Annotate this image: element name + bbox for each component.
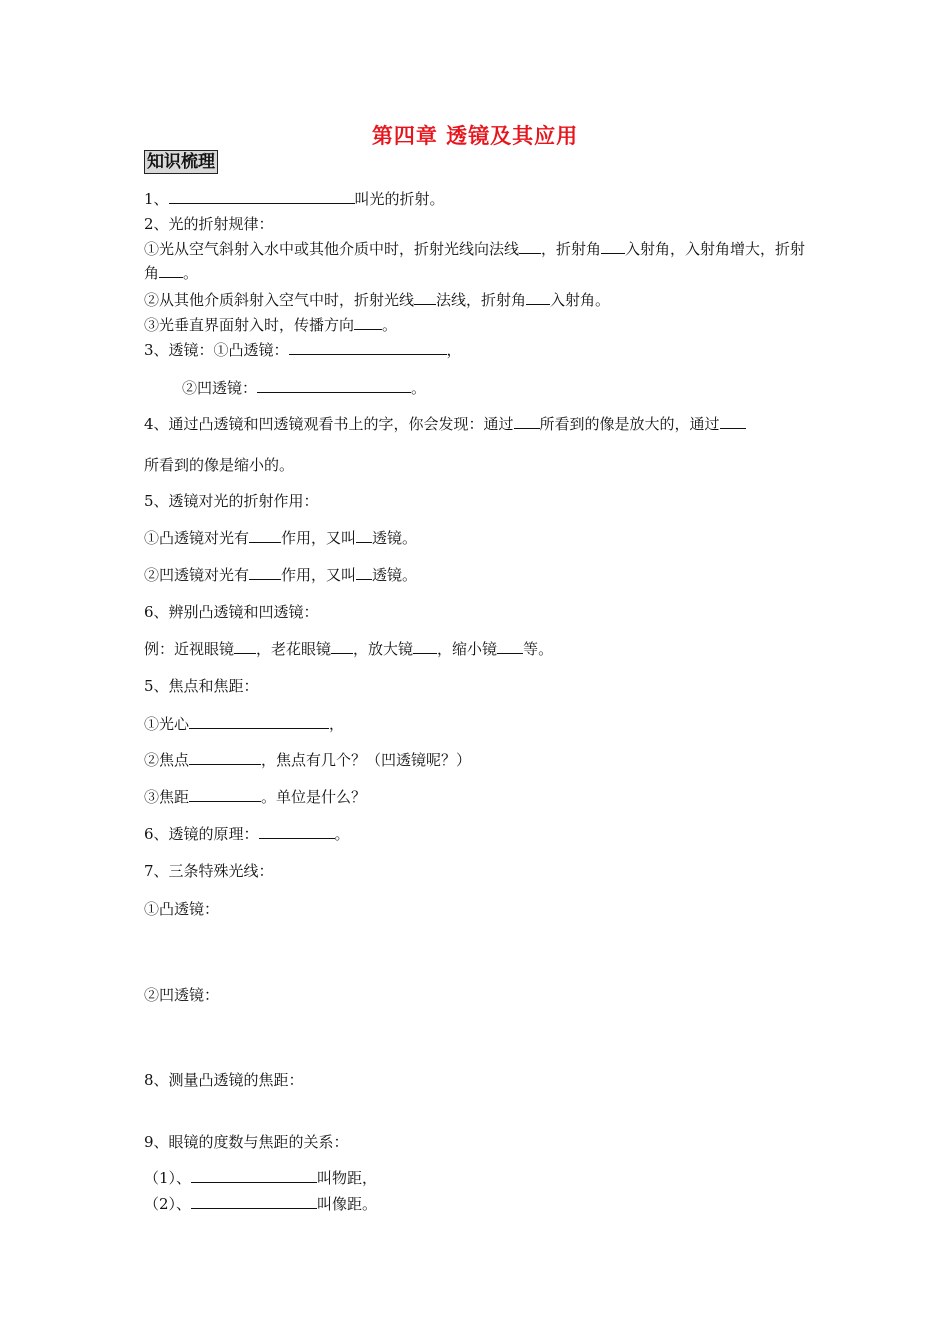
fill-blank bbox=[356, 527, 372, 543]
fill-blank bbox=[354, 314, 382, 330]
item-focus: 5、焦点和焦距： bbox=[144, 677, 259, 695]
item-9-1: （1）、 叫物距， bbox=[144, 1169, 378, 1187]
item-3: 3、透镜：①凸透镜： ， bbox=[144, 341, 462, 359]
item-7: 7、三条特殊光线： bbox=[144, 862, 274, 880]
fill-blank bbox=[189, 749, 261, 765]
fill-blank bbox=[514, 413, 540, 429]
fill-blank bbox=[189, 713, 329, 729]
page-title: 第四章 透镜及其应用 bbox=[371, 124, 579, 148]
item-9: 9、眼镜的度数与焦距的关系： bbox=[144, 1133, 349, 1151]
item-2: 2、光的折射规律： bbox=[144, 215, 274, 233]
item-7-1: ①凸透镜： bbox=[144, 900, 220, 918]
fill-blank bbox=[159, 262, 183, 278]
item-1: 1、 叫光的折射。 bbox=[144, 190, 445, 208]
item-4: 4、通过凸透镜和凹透镜观看书上的字，你会发现：通过 所看到的像是放大的，通过 bbox=[144, 412, 812, 436]
fill-blank bbox=[249, 527, 281, 543]
section-heading: 知识梳理 bbox=[144, 150, 218, 174]
fill-blank bbox=[234, 638, 256, 654]
item-2-1: ①光从空气斜射入水中或其他介质中时，折射光线向法线 ，折射角 入射角，入射角增大，折射角 。 bbox=[144, 240, 806, 282]
fill-blank bbox=[497, 638, 523, 654]
item-8: 8、测量凸透镜的焦距： bbox=[144, 1071, 304, 1089]
item-focus-2: ②焦点 ，焦点有几个？（凹透镜呢？） bbox=[144, 751, 472, 769]
item-focus-1: ①光心 ， bbox=[144, 715, 345, 733]
item-5-2: ②凹透镜对光有 作用，又叫 透镜。 bbox=[144, 566, 418, 584]
fill-blank bbox=[257, 377, 411, 393]
fill-blank bbox=[289, 339, 447, 355]
fill-blank bbox=[191, 1167, 317, 1183]
item-4-cont: 所看到的像是缩小的。 bbox=[144, 456, 295, 474]
item-2-3: ③光垂直界面射入时，传播方向 。 bbox=[144, 316, 398, 334]
fill-blank bbox=[720, 413, 746, 429]
item-principle: 6、透镜的原理： 。 bbox=[144, 825, 350, 843]
item-7-2: ②凹透镜： bbox=[144, 986, 220, 1004]
fill-blank bbox=[519, 238, 541, 254]
item-2-2: ②从其他介质斜射入空气中时，折射光线 法线，折射角 入射角。 bbox=[144, 291, 611, 309]
fill-blank bbox=[189, 786, 261, 802]
fill-blank bbox=[249, 564, 281, 580]
item-5: 5、透镜对光的折射作用： bbox=[144, 492, 319, 510]
item-6: 6、辨别凸透镜和凹透镜： bbox=[144, 603, 319, 621]
item-focus-3: ③焦距 。单位是什么？ bbox=[144, 788, 367, 806]
fill-blank bbox=[601, 238, 625, 254]
fill-blank bbox=[356, 564, 372, 580]
fill-blank bbox=[526, 289, 550, 305]
fill-blank bbox=[414, 289, 436, 305]
item-3-2: ②凹透镜： 。 bbox=[182, 379, 427, 397]
item-5-1: ①凸透镜对光有 作用，又叫 透镜。 bbox=[144, 529, 418, 547]
fill-blank bbox=[331, 638, 353, 654]
fill-blank bbox=[169, 188, 355, 204]
item-9-2: （2）、 叫像距。 bbox=[144, 1195, 378, 1213]
item-6-example: 例：近视眼镜 ，老花眼镜 ，放大镜 ，缩小镜 等。 bbox=[144, 640, 554, 658]
fill-blank bbox=[191, 1193, 317, 1209]
fill-blank bbox=[259, 823, 335, 839]
fill-blank bbox=[413, 638, 437, 654]
